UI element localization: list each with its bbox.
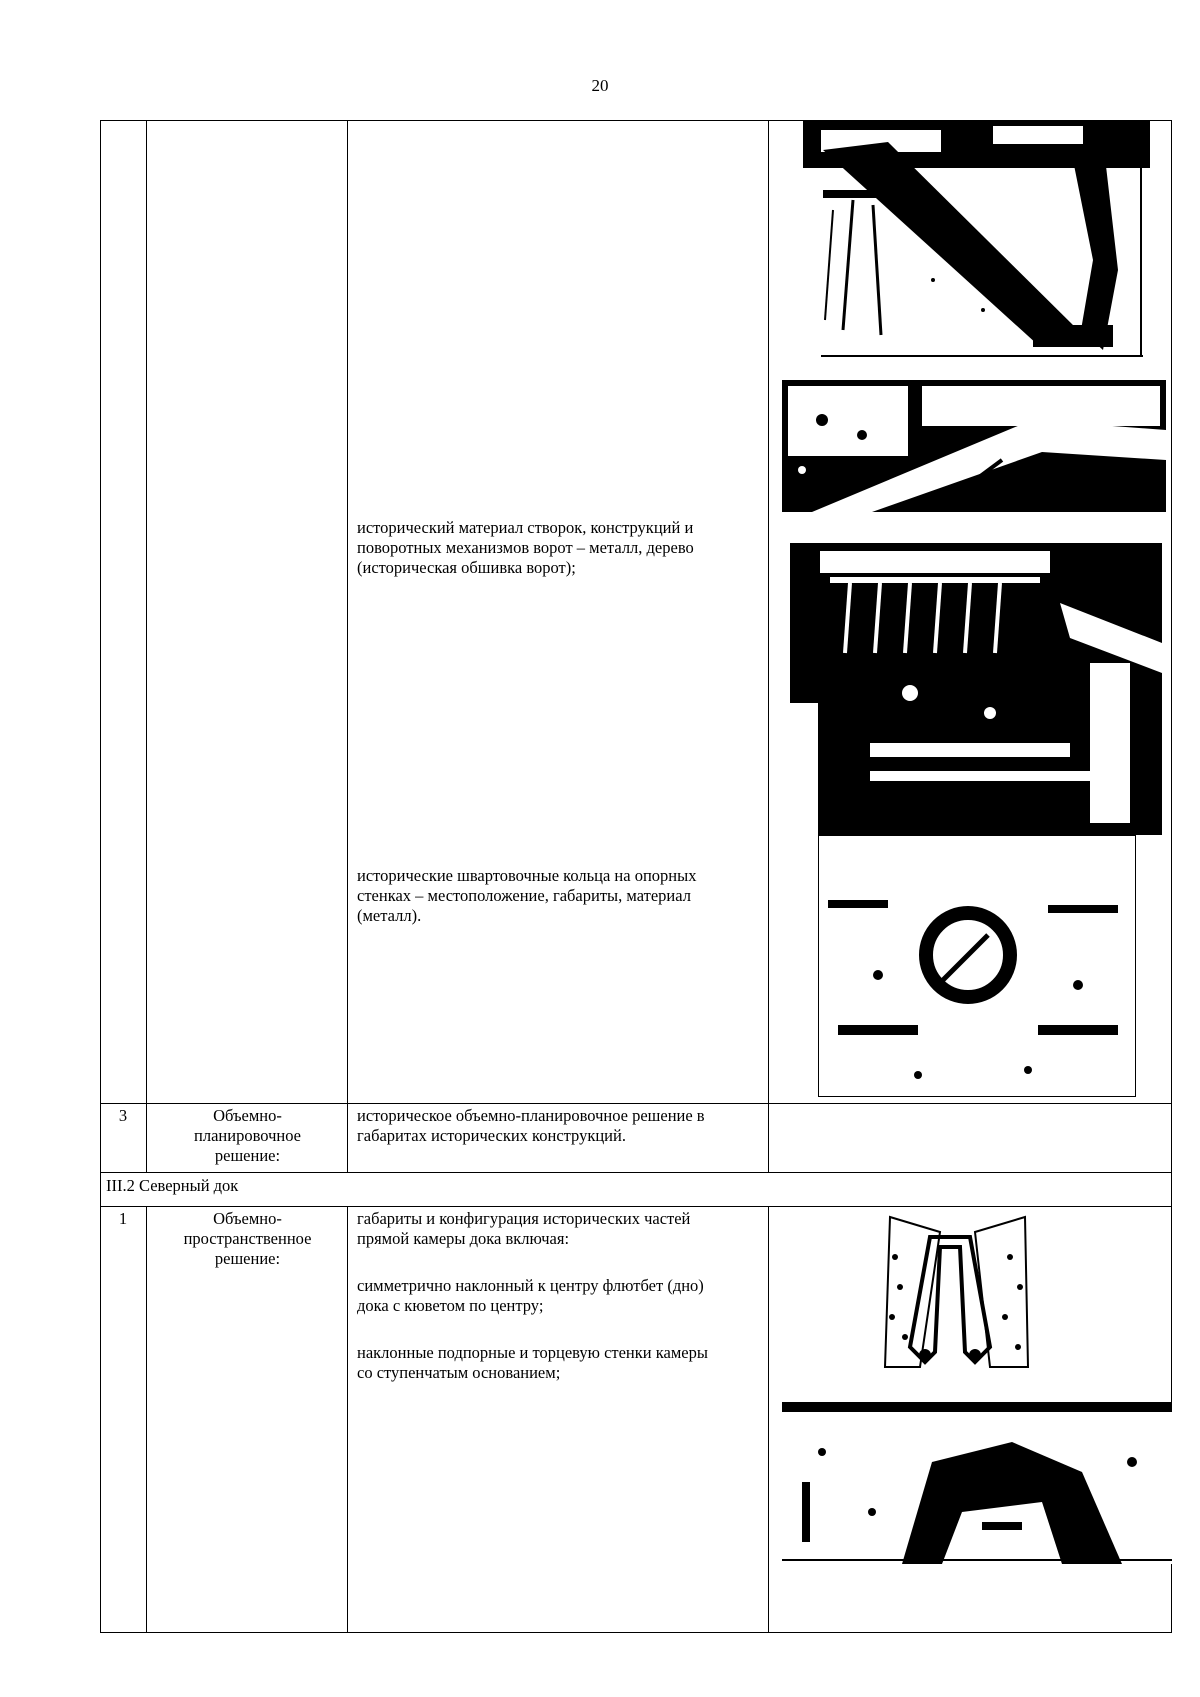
gate-leaf-photo <box>803 120 1150 360</box>
feature-description: историческое объемно-планировочное решение в габаритах исторических конструкций. <box>357 1106 705 1145</box>
gate-mechanism-photo <box>790 543 1162 835</box>
dock-chamber-photo <box>782 1402 1172 1564</box>
column-divider <box>146 120 147 1172</box>
row-divider <box>100 1103 1172 1104</box>
row-number: 1 <box>118 1209 128 1228</box>
dock-plan-drawing <box>880 1207 1030 1377</box>
column-divider <box>347 120 348 1172</box>
table-border-bottom <box>100 1632 1172 1633</box>
column-divider <box>768 120 769 1172</box>
feature-description: габариты и конфигурация исторических частей прямой камеры дока включая: <box>357 1209 691 1248</box>
gate-rails-photo <box>782 380 1166 512</box>
feature-description: исторический материал створок, конструкций и поворотных механизмов ворот – металл, дерево (историческая обшивка ворот); <box>357 518 694 577</box>
feature-category: Объемно-пространственное решение: <box>183 1209 312 1268</box>
mooring-ring-photo <box>818 835 1136 1097</box>
row-divider <box>100 1172 1172 1173</box>
section-title: III.2 Северный док <box>106 1176 239 1195</box>
feature-category: Объемно-планировочное решение: <box>194 1106 301 1165</box>
column-divider <box>146 1206 147 1633</box>
table-border-left <box>100 120 101 1633</box>
feature-description: исторические швартовочные кольца на опорных стенках – местоположение, габариты, материал (металл). <box>357 866 697 925</box>
feature-description: наклонные подпорные и торцевую стенки камеры со ступенчатым основанием; <box>357 1343 708 1382</box>
column-divider <box>768 1206 769 1633</box>
protected-features-table <box>100 120 1172 1633</box>
column-divider <box>347 1206 348 1633</box>
page-number: 20 <box>591 76 609 95</box>
feature-description: симметрично наклонный к центру флютбет (дно) дока с кюветом по центру; <box>357 1276 704 1315</box>
row-number: 3 <box>118 1106 128 1125</box>
